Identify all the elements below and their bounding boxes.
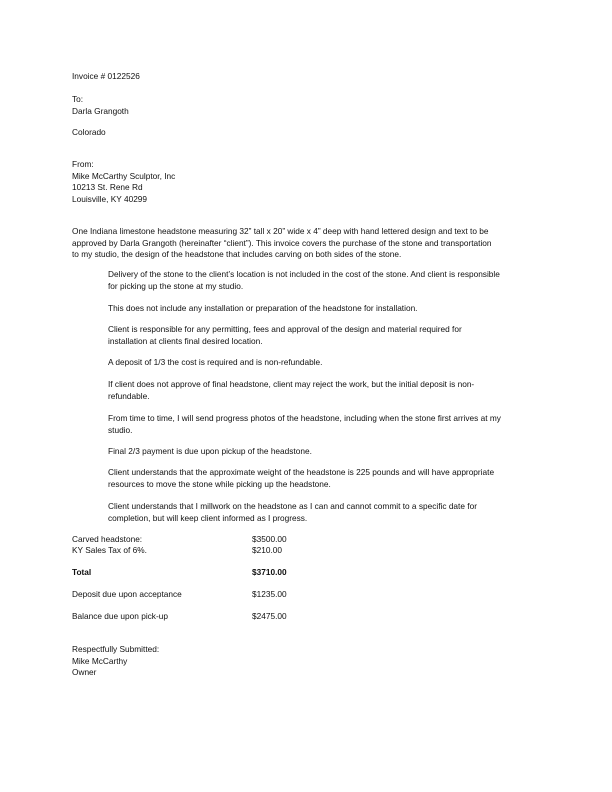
term-item: A deposit of 1/3 the cost is required and is non-refundable. — [108, 357, 323, 367]
closing-line: Respectfully Submitted: — [72, 644, 160, 654]
term-item: Final 2/3 payment is due upon pickup of the headstone. — [108, 446, 312, 456]
from-label: From: — [72, 159, 94, 169]
line-item-tax: KY Sales Tax of 6%. $210.00 — [72, 545, 282, 555]
term-item: Client is responsible for any permitting, fees and approval of the design and material required for installation at clients final desired location. — [108, 324, 462, 346]
signer-name: Mike McCarthy — [72, 655, 128, 666]
total-row: Total $3710.00 — [72, 567, 287, 577]
term-item: Client understands that I millwork on the headstone as I can and cannot commit to a specific date for completion, but will keep client informed as I progress. — [108, 501, 477, 523]
sender-company: Mike McCarthy Sculptor, Inc — [72, 170, 176, 181]
recipient-name: Darla Grangoth — [72, 105, 129, 116]
deposit-row: Deposit due upon acceptance $1235.00 — [72, 589, 287, 599]
term-item: Delivery of the stone to the client’s location is not included in the cost of the stone. And client is responsible for picking up the stone at my studio. — [108, 269, 500, 291]
term-item: If client does not approve of final headstone, client may reject the work, but the initial deposit is non- refundable. — [108, 379, 475, 401]
recipient-state: Colorado — [72, 127, 106, 137]
recipient-block — [72, 94, 129, 117]
term-item: Client understands that the approximate weight of the headstone is 225 pounds and will have appropriate resources to move the stone while picking up the headstone. — [108, 467, 495, 489]
sender-city: Louisville, KY 40299 — [72, 193, 148, 204]
signature-block — [72, 644, 159, 679]
invoice-number: Invoice # 0122526 — [72, 71, 140, 81]
sender-street: 10213 St. Rene Rd — [72, 182, 143, 193]
description-paragraph: One Indiana limestone headstone measuring 32” tall x 20” wide x 4” deep with hand lettered design and text to be approved by Darla Grangoth (hereinafter “client”). This invoice covers the purchase of the stone and transportation to my studio, the design of the headstone that includes carving on both sides of the stone. — [72, 226, 492, 260]
line-item-carved: Carved headstone: $3500.00 — [72, 534, 287, 544]
signer-title: Owner — [72, 667, 97, 678]
to-label: To: — [72, 94, 84, 104]
term-item: From time to time, I will send progress photos of the headstone, including when the stone first arrives at my studio. — [108, 413, 501, 435]
term-item: This does not include any installation or preparation of the headstone for installation. — [108, 303, 418, 313]
sender-block — [72, 159, 175, 205]
balance-row: Balance due upon pick-up $2475.00 — [72, 611, 287, 621]
